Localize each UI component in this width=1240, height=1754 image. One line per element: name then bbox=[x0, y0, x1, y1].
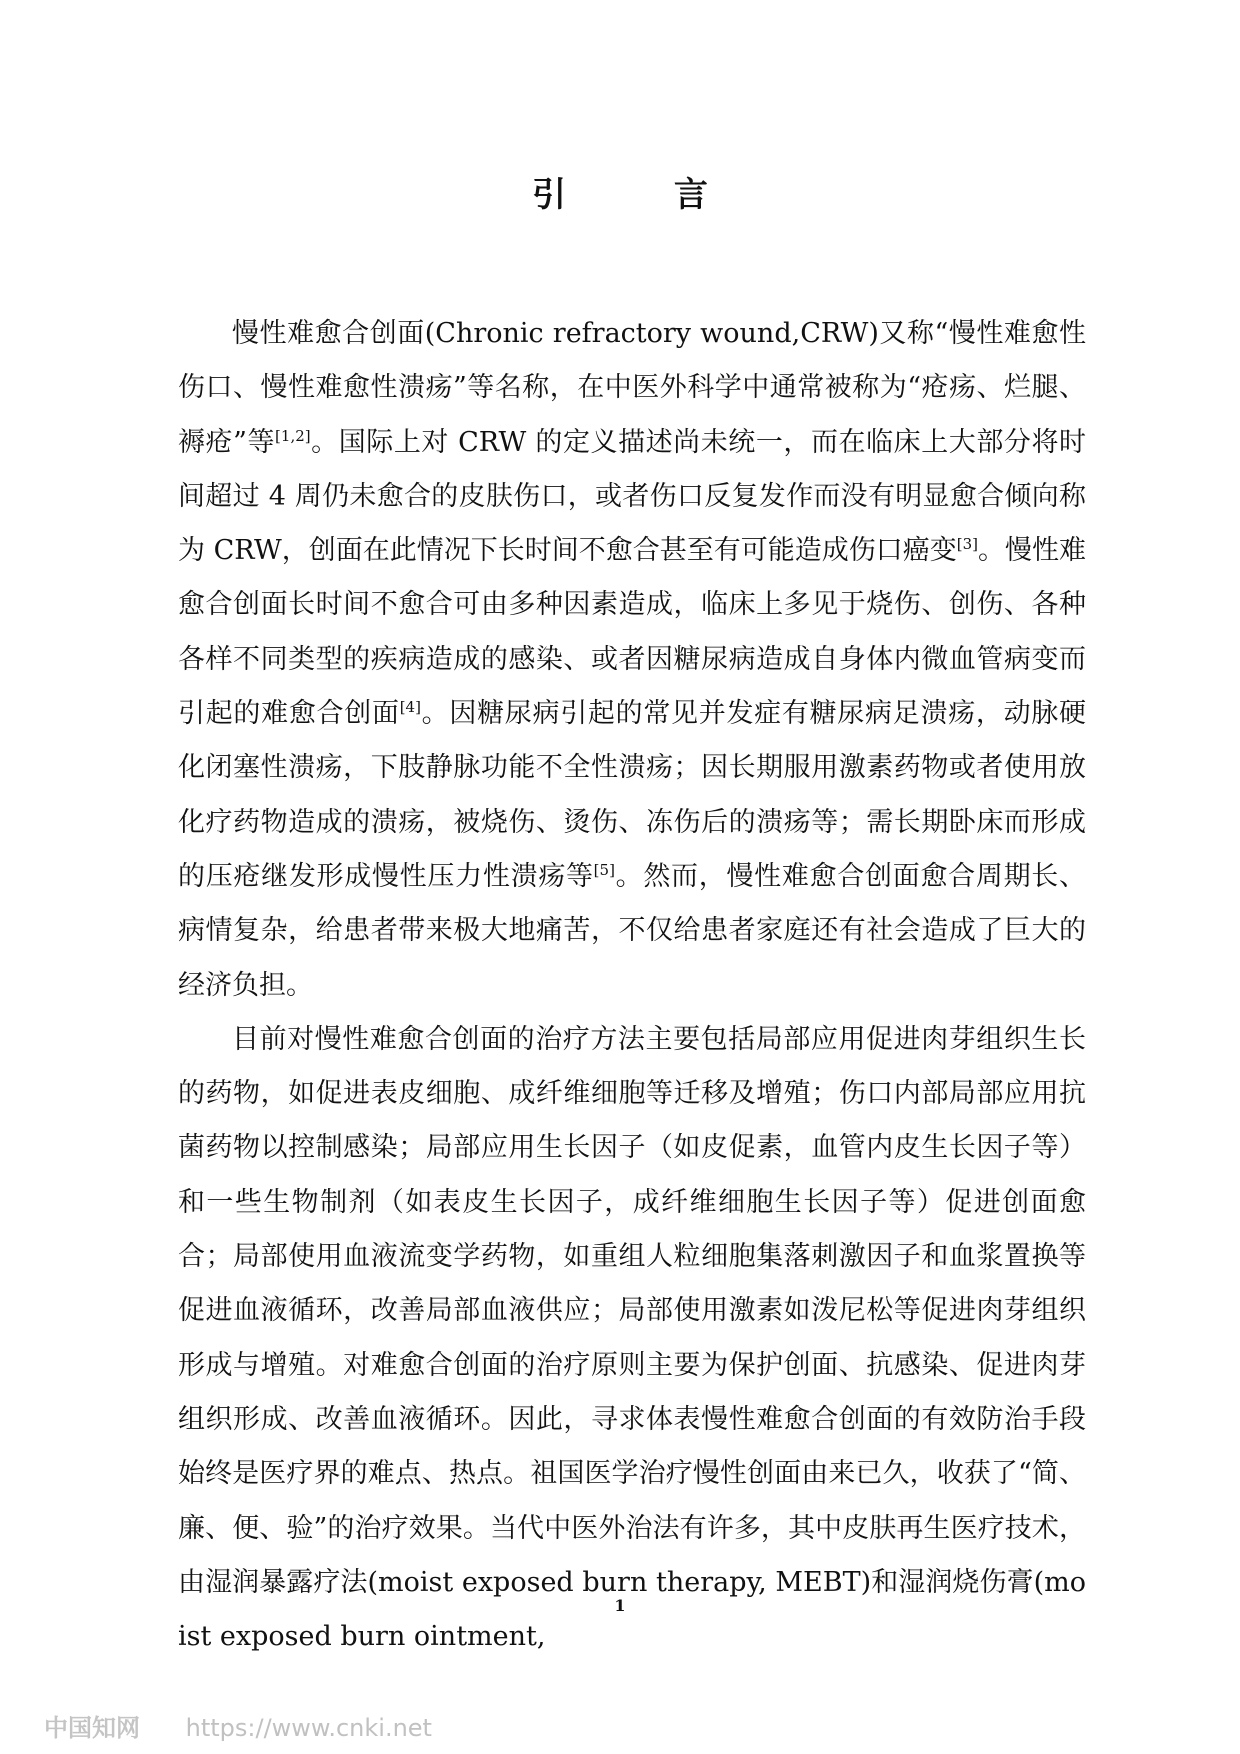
citation-reference: [1,2] bbox=[275, 426, 311, 445]
paragraph-text: 。慢性难愈合创面长时间不愈合可由多种因素造成，临床上多见于烧伤、创伤、各种各样不同类型的疾病造成的感染、或者因糖尿病造成自身体内微血管病变而引起的难愈合创面 bbox=[178, 535, 1087, 730]
watermark-url: https://www.cnki.net bbox=[185, 1714, 432, 1742]
paragraph-text: 目前对慢性难愈合创面的治疗方法主要包括局部应用促进肉芽组织生长的药物，如促进表皮细胞、成纤维细胞等迁移及增殖；伤口内部局部应用抗菌药物以控制感染；局部应用生长因子（如皮促素，血管内皮生长因子等）和一些生物制剂（如表皮生长因子，成纤维细胞生长因子等）促进创面愈合；局部使用血液流变学药物，如重组人粒细胞集落刺激因子和血浆置换等促进血液循环，改善局部血液供应；局部使用激素如泼尼松等促进肉芽组织形成与增殖。对难愈合创面的治疗原则主要为保护创面、抗感染、促进肉芽组织形成、改善血液循环。因此，寻求体表慢性难愈合创面的有效防治手段始终是医疗界的难点、热点。祖国医学治疗慢性创面由来已久，收获了“简、廉、便、验”的治疗效果。当代中医外治法有许多，其中皮肤再生医疗技术，由湿润暴露疗法(moist exposed burn therapy, MEBT)和湿润烧伤膏(moist exposed burn ointment, bbox=[178, 1023, 1086, 1653]
citation-reference: [3] bbox=[956, 535, 978, 554]
paragraph-text: 。国际上对 CRW 的定义描述尚未统一，而在临床上大部分将时间超过 4 周仍未愈合的皮肤伤口，或者伤口反复发作而没有明显愈合倾向称为 CRW，创面在此情况下长时间不愈合甚至有可能造成伤口癌变 bbox=[178, 426, 1086, 567]
paragraph-text: 慢性难愈合创面(Chronic refractory wound,CRW)又称“慢性难愈性伤口、慢性难愈性溃疡”等名称，在中医外科学中通常被称为“疮疡、烂腿、褥疮”等 bbox=[178, 318, 1086, 458]
watermark bbox=[44, 1716, 432, 1740]
body-text bbox=[178, 307, 1086, 1664]
paragraph-text: 。因糖尿病引起的常见并发症有糖尿病足溃疡，动脉硬化闭塞性溃疡，下肢静脉功能不全性溃疡；因长期服用激素药物或者使用放化疗药物造成的溃疡，被烧伤、烫伤、冻伤后的溃疡等；需长期卧床而形成的压疮继发形成慢性压力性溃疡等 bbox=[178, 698, 1086, 892]
citation-reference: [5] bbox=[593, 860, 615, 879]
watermark-logo-text: 中国知网 bbox=[44, 1714, 140, 1742]
paragraph bbox=[178, 1013, 1086, 1665]
paragraph-text: 。然而，慢性难愈合创面愈合周期长、病情复杂，给患者带来极大地痛苦，不仅给患者家庭还有社会造成了巨大的经济负担。 bbox=[178, 860, 1087, 1001]
page-number: 1 bbox=[614, 1596, 626, 1615]
citation-reference: [4] bbox=[399, 698, 421, 717]
paragraph bbox=[178, 307, 1086, 1013]
page-title: 引 言 bbox=[532, 175, 756, 215]
